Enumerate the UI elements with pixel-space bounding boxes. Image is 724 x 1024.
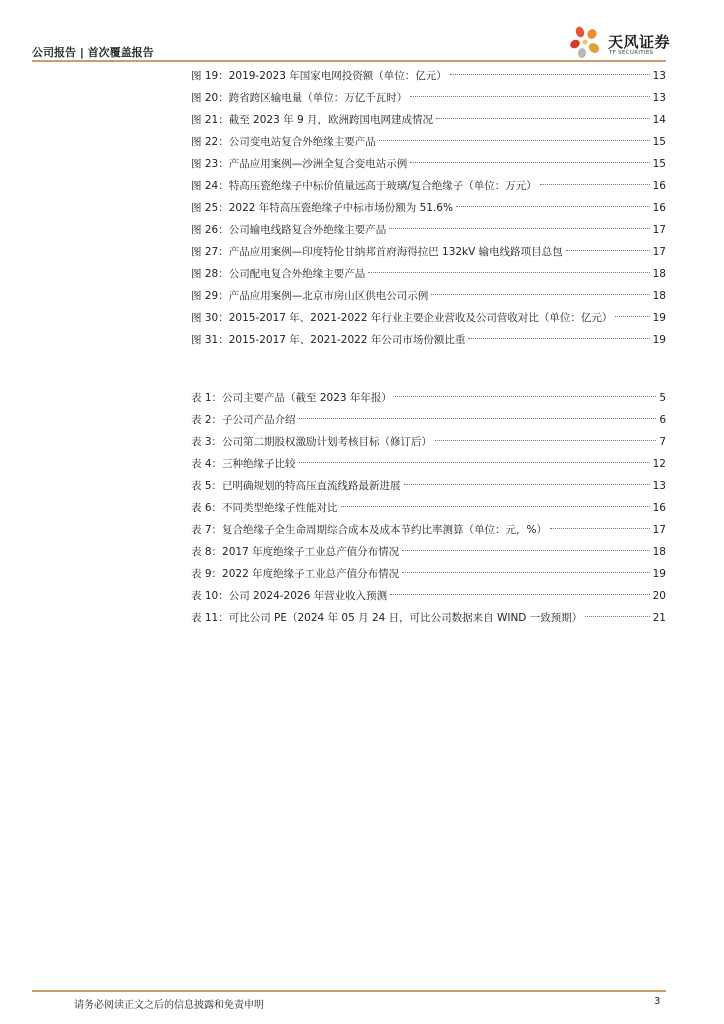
entry-page-number: 7 [659, 436, 666, 448]
table-index-entry[interactable] [191, 607, 666, 629]
entry-separator: ： [218, 136, 229, 148]
figure-index-entry[interactable] [191, 175, 666, 197]
dot-leader [566, 250, 650, 251]
dot-leader [436, 118, 650, 119]
entry-label: 图 22 [191, 136, 219, 148]
entry-label: 图 19 [191, 70, 219, 82]
entry-title: 2022 年特高压瓷绝缘子中标市场份额为 51.6% [228, 202, 453, 214]
dot-leader [402, 550, 650, 551]
entry-separator: ： [218, 290, 229, 302]
entry-page-number: 13 [652, 480, 666, 492]
header-divider [32, 60, 666, 62]
entry-label: 表 11 [191, 612, 219, 624]
entry-page-number: 6 [659, 414, 666, 426]
entry-page-number: 17 [652, 246, 666, 258]
dot-leader [402, 572, 650, 573]
entry-title: 公司 2024-2026 年营业收入预测 [228, 590, 388, 602]
entry-separator: ： [211, 524, 223, 536]
footer-divider [32, 990, 666, 992]
entry-separator: ： [218, 334, 229, 346]
entry-label: 图 23 [191, 158, 219, 170]
entry-page-number: 5 [659, 392, 666, 404]
dot-leader [299, 462, 650, 463]
entry-title: 复合绝缘子全生命周期综合成本及成本节约比率测算（单位：元，%） [222, 524, 548, 536]
entry-label: 表 10 [191, 590, 219, 602]
tables-index [191, 387, 666, 629]
entry-label: 图 24 [191, 180, 219, 192]
table-index-entry[interactable] [191, 497, 666, 519]
entry-title: 公司主要产品（截至 2023 年年报） [222, 392, 392, 404]
entry-label: 表 3 [191, 436, 212, 448]
entry-separator: ： [218, 92, 229, 104]
dot-leader [456, 206, 650, 207]
entry-label: 图 27 [191, 246, 219, 258]
entry-separator: ： [211, 414, 223, 426]
figure-index-entry[interactable] [191, 329, 666, 351]
entry-label: 表 5 [191, 480, 212, 492]
footer-disclaimer: 请务必阅读正文之后的信息披露和免责申明 [74, 1000, 264, 1011]
dot-leader [585, 616, 649, 617]
figure-index-entry[interactable] [191, 131, 666, 153]
table-index-entry[interactable] [191, 519, 666, 541]
entry-separator: ： [211, 436, 223, 448]
entry-separator: ： [211, 546, 223, 558]
dot-leader [468, 338, 649, 339]
table-index-entry[interactable] [191, 563, 666, 585]
entry-separator: ： [218, 158, 229, 170]
entry-page-number: 14 [652, 114, 666, 126]
entry-title: 公司输电线路复合外绝缘主要产品 [228, 224, 387, 236]
figure-index-entry[interactable] [191, 109, 666, 131]
entry-separator: ： [218, 590, 229, 602]
dot-leader [395, 396, 656, 397]
entry-page-number: 20 [652, 590, 666, 602]
flower-logo-icon [566, 22, 606, 62]
entry-separator: ： [218, 114, 229, 126]
entry-title: 产品应用案例—沙洲全复合变电站示例 [228, 158, 408, 170]
entry-page-number: 19 [652, 312, 666, 324]
entry-label: 图 31 [191, 334, 219, 346]
entry-label: 表 4 [191, 458, 212, 470]
dot-leader [615, 316, 649, 317]
entry-page-number: 16 [652, 502, 666, 514]
entry-label: 图 25 [191, 202, 219, 214]
entry-title: 跨省跨区输电量（单位：万亿千瓦时） [228, 92, 408, 104]
entry-title: 截至 2023 年 9 月，欧洲跨国电网建成情况 [228, 114, 433, 126]
entry-label: 表 6 [191, 502, 212, 514]
entry-title: 特高压瓷绝缘子中标价值量远高于玻璃/复合绝缘子（单位：万元） [228, 180, 537, 192]
figure-index-entry[interactable] [191, 307, 666, 329]
entry-separator: ： [218, 268, 229, 280]
dot-leader [390, 594, 650, 595]
figures-index [191, 65, 666, 351]
dot-leader [540, 184, 650, 185]
logo-english-text: TF SECURITIES [609, 50, 654, 56]
entry-separator: ： [211, 568, 223, 580]
dot-leader [368, 272, 649, 273]
dot-leader [431, 294, 649, 295]
report-type-label: 公司报告 | 首次覆盖报告 [32, 46, 154, 59]
logo-chinese-text: 天风证券 [608, 33, 671, 51]
entry-page-number: 18 [652, 546, 666, 558]
table-index-entry[interactable] [191, 475, 666, 497]
entry-title: 2015-2017 年、2021-2022 年行业主要企业营收及公司营收对比（单位：亿元） [228, 312, 613, 324]
dot-leader [410, 162, 649, 163]
entry-separator: ： [218, 202, 229, 214]
entry-title: 2022 年度绝缘子工业总产值分布情况 [222, 568, 400, 580]
entry-separator: ： [218, 180, 229, 192]
dot-leader [341, 506, 650, 507]
entry-page-number: 21 [652, 612, 666, 624]
dot-leader [435, 440, 656, 441]
entry-separator: ： [218, 312, 229, 324]
figure-index-entry[interactable] [191, 263, 666, 285]
entry-page-number: 15 [652, 158, 666, 170]
entry-label: 表 9 [191, 568, 212, 580]
table-index-entry[interactable] [191, 585, 666, 607]
dot-leader [450, 74, 650, 75]
dot-leader [410, 96, 649, 97]
figure-index-entry[interactable] [191, 219, 666, 241]
dot-leader [404, 484, 650, 485]
entry-separator: ： [218, 246, 229, 258]
entry-page-number: 13 [652, 70, 666, 82]
entry-label: 图 20 [191, 92, 219, 104]
entry-title: 子公司产品介绍 [222, 414, 296, 426]
entry-separator: ： [211, 502, 223, 514]
entry-title: 产品应用案例—北京市房山区供电公司示例 [228, 290, 429, 302]
company-logo [566, 22, 696, 62]
entry-page-number: 12 [652, 458, 666, 470]
entry-label: 图 29 [191, 290, 219, 302]
entry-page-number: 19 [652, 334, 666, 346]
entry-title: 2015-2017 年、2021-2022 年公司市场份额比重 [228, 334, 466, 346]
figure-index-entry[interactable] [191, 241, 666, 263]
entry-page-number: 16 [652, 180, 666, 192]
entry-page-number: 15 [652, 136, 666, 148]
entry-label: 图 28 [191, 268, 219, 280]
table-index-entry[interactable] [191, 453, 666, 475]
entry-title: 公司变电站复合外绝缘主要产品 [228, 136, 376, 148]
entry-label: 图 30 [191, 312, 219, 324]
entry-title: 产品应用案例—印度特伦甘纳邦首府海得拉巴 132kV 输电线路项目总包 [228, 246, 563, 258]
entry-separator: ： [218, 70, 229, 82]
entry-page-number: 17 [652, 524, 666, 536]
entry-label: 图 21 [191, 114, 219, 126]
entry-page-number: 17 [652, 224, 666, 236]
entry-page-number: 16 [652, 202, 666, 214]
entry-separator: ： [211, 480, 223, 492]
entry-title: 公司配电复合外绝缘主要产品 [228, 268, 366, 280]
entry-label: 表 1 [191, 392, 212, 404]
dot-leader [389, 228, 649, 229]
figure-index-entry[interactable] [191, 197, 666, 219]
entry-label: 图 26 [191, 224, 219, 236]
figure-index-entry[interactable] [191, 87, 666, 109]
entry-separator: ： [218, 612, 229, 624]
entry-page-number: 13 [652, 92, 666, 104]
dot-leader [379, 140, 650, 141]
entry-title: 三种绝缘子比较 [222, 458, 296, 470]
entry-label: 表 2 [191, 414, 212, 426]
figure-index-entry[interactable] [191, 285, 666, 307]
entry-title: 2019-2023 年国家电网投资额（单位：亿元） [228, 70, 447, 82]
entry-page-number: 18 [652, 268, 666, 280]
entry-separator: ： [218, 224, 229, 236]
table-index-entry[interactable] [191, 409, 666, 431]
figure-index-entry[interactable] [191, 65, 666, 87]
dot-leader [550, 528, 650, 529]
dot-leader [299, 418, 657, 419]
entry-separator: ： [211, 392, 223, 404]
entry-page-number: 19 [652, 568, 666, 580]
entry-title: 公司第二期股权激励计划考核目标（修订后） [222, 436, 433, 448]
entry-page-number: 18 [652, 290, 666, 302]
table-index-entry[interactable] [191, 387, 666, 409]
table-index-entry[interactable] [191, 541, 666, 563]
entry-title: 可比公司 PE（2024 年 05 月 24 日，可比公司数据来自 WIND 一致预期） [228, 612, 583, 624]
entry-label: 表 8 [191, 546, 212, 558]
entry-title: 2017 年度绝缘子工业总产值分布情况 [222, 546, 400, 558]
page-number: 3 [654, 996, 661, 1007]
table-index-entry[interactable] [191, 431, 666, 453]
entry-title: 不同类型绝缘子性能对比 [222, 502, 338, 514]
entry-title: 已明确规划的特高压直流线路最新进展 [222, 480, 401, 492]
entry-label: 表 7 [191, 524, 212, 536]
page-header [0, 0, 724, 70]
figure-index-entry[interactable] [191, 153, 666, 175]
entry-separator: ： [211, 458, 223, 470]
